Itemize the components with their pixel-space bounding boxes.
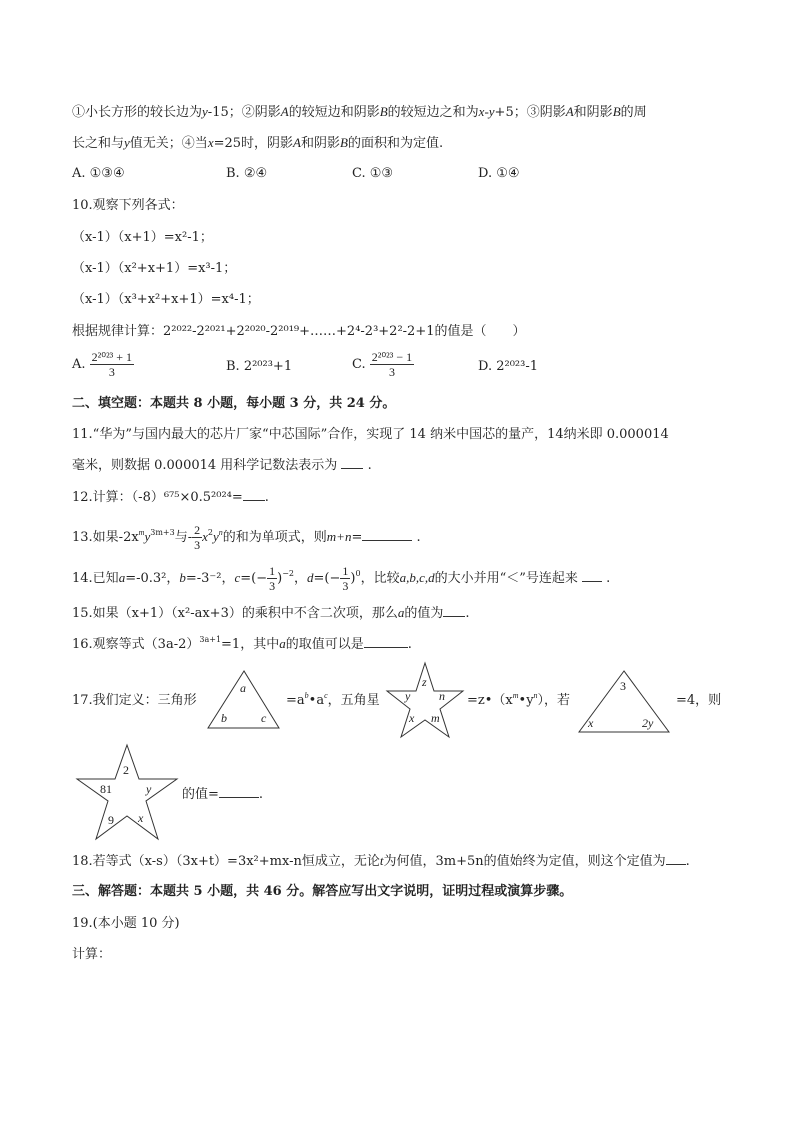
q19-sub: 计算： <box>72 947 112 962</box>
q17-tri2-top: 3 <box>620 679 626 693</box>
q11-answer-blank <box>341 456 363 469</box>
q17-triangle-formula: $=a^b•a^c$，五角星 <box>286 691 380 708</box>
section-3-heading: 三、解答题：本题共 5 小题，共 46 分。解答应写出文字说明，证明过程或演算步骤。 <box>72 884 573 899</box>
q17-star-formula: $=z•(x^m•y^n)$，若 <box>467 691 571 708</box>
q14-answer-blank <box>582 569 602 582</box>
q17-star1-left: y <box>405 689 411 703</box>
q17-given-value: =4，则 <box>676 693 722 708</box>
q10-title: 10.观察下列各式： <box>72 198 184 213</box>
q17-star1-bottom-right: m <box>431 711 440 725</box>
q16-answer-blank <box>364 635 408 648</box>
q18-line: 18.若等式（x-s）（3x+t）=3x²+mx-n恒成立，无论t为何值，3m+5n的值始终为定值，则这个定值为 . <box>72 853 690 869</box>
q17-star2-right: y <box>146 782 152 796</box>
q10-option-c-fraction: $\frac{\text{2²⁰²³ − 1}}{3}$ <box>371 350 413 379</box>
q17-star-definition <box>385 660 465 740</box>
q10-option-d: D. 2²⁰²³-1 <box>478 359 539 374</box>
q17-intro: 17.我们定义：三角形 <box>72 693 197 708</box>
q10-option-c: C. $\frac{\text{2²⁰²³ − 1}}{3}$ <box>352 350 413 379</box>
q17-answer-blank <box>219 785 259 798</box>
q17-tri1-left: b <box>221 711 227 725</box>
q15-line: 15.如果（x+1）（x²-ax+3）的乘积中不含二次项，那么a的值为 . <box>72 605 470 621</box>
q14-fraction-d: $\frac{1}{3}$ <box>342 564 349 593</box>
q16-line: 16.观察等式$(3a-2)^{3a+1}=1$，其中a的取值可以是 . <box>72 635 412 652</box>
q9-option-a: A. ①③④ <box>72 166 125 181</box>
q13-line: 13.如果$-2x^my^{3m+3}$与- $\frac{2}{3}$ $x^2y^n$的和为单项式，则m+n= . <box>72 523 421 552</box>
q18-answer-blank <box>666 852 686 865</box>
q9-line-1: ①小长方形的较长边为y-15；②阴影A的较短边和阴影B的较短边之和为x-y+5；③阴影A和阴影B的周 <box>72 104 647 120</box>
q14-fraction-c: $\frac{1}{3}$ <box>269 564 276 593</box>
q11-line-2: 毫米，则数据 0.000014 用科学记数法表示为 . <box>72 458 372 473</box>
q17-star1-right: n <box>439 689 445 703</box>
q13-answer-blank <box>362 528 412 541</box>
q10-option-b: B. 2²⁰²³+1 <box>226 359 293 374</box>
q10-formula-1: （x-1）（x+1）=x²-1； <box>72 230 213 245</box>
q17-tri2-left: x <box>588 716 594 730</box>
q13-fraction: $\frac{2}{3}$ <box>194 523 201 552</box>
q17-triangle-definition <box>205 668 283 732</box>
q17-tri1-top: a <box>240 681 246 695</box>
q19-title: 19.(本小题 10 分) <box>72 916 180 931</box>
q14-line: 14.已知a=-0.3²，b=-3⁻²，c=(− $\frac{1}{3}$ )$^{-2}$，d=(− $\frac{1}{3}$ )$^0$，比较a,b,c,d的大小并用“＜”号连起来 . <box>72 564 611 593</box>
q9-option-d: D. ①④ <box>478 166 520 181</box>
q10-formula-3: （x-1）（x³+x²+x+1）=x⁴-1； <box>72 292 260 307</box>
q17-tri1-right: c <box>261 711 267 725</box>
q10-formula-2: （x-1）（x²+x+1）=x³-1； <box>72 261 237 276</box>
q17-question: 的值= . <box>182 787 264 802</box>
q10-option-a-fraction: $\frac{\text{2²⁰²³ + 1}}{3}$ <box>91 350 133 379</box>
q15-answer-blank <box>443 604 465 617</box>
q10-rule: 根据规律计算：2²⁰²²-2²⁰²¹+2²⁰²⁰-2²⁰¹⁹+……+2⁴-2³+2²-2+1的值是（ ） <box>72 324 526 339</box>
q9-line-2: 长之和与y值无关；④当x=25时，阴影A和阴影B的面积和为定值. <box>72 135 444 151</box>
q17-star2-bottom-right: x <box>138 811 144 825</box>
q10-option-a: A. $\frac{\text{2²⁰²³ + 1}}{3}$ <box>72 350 133 379</box>
q17-star2-top: 2 <box>123 763 129 777</box>
q17-star2-left: 81 <box>100 782 112 796</box>
q17-triangle-given <box>576 668 672 736</box>
q17-star-given <box>74 742 180 842</box>
q12-line: 12.计算：（-8）⁶⁷⁵×0.5²⁰²⁴= . <box>72 490 269 505</box>
q17-star2-bottom-left: 9 <box>108 813 114 827</box>
q12-answer-blank <box>243 488 265 501</box>
q11-line-1: 11.“华为”与国内最大的芯片厂家“中芯国际”合作，实现了 14 纳米中国芯的量产，14纳米即 0.000014 <box>72 427 669 442</box>
q9-option-c: C. ①③ <box>352 166 394 181</box>
q17-star1-top: z <box>422 675 427 689</box>
q17-star1-bottom-left: x <box>409 711 415 725</box>
section-2-heading: 二、填空题：本题共 8 小题，每小题 3 分，共 24 分。 <box>72 396 396 411</box>
q9-option-b: B. ②④ <box>226 166 268 181</box>
q17-tri2-right: 2y <box>642 716 654 730</box>
